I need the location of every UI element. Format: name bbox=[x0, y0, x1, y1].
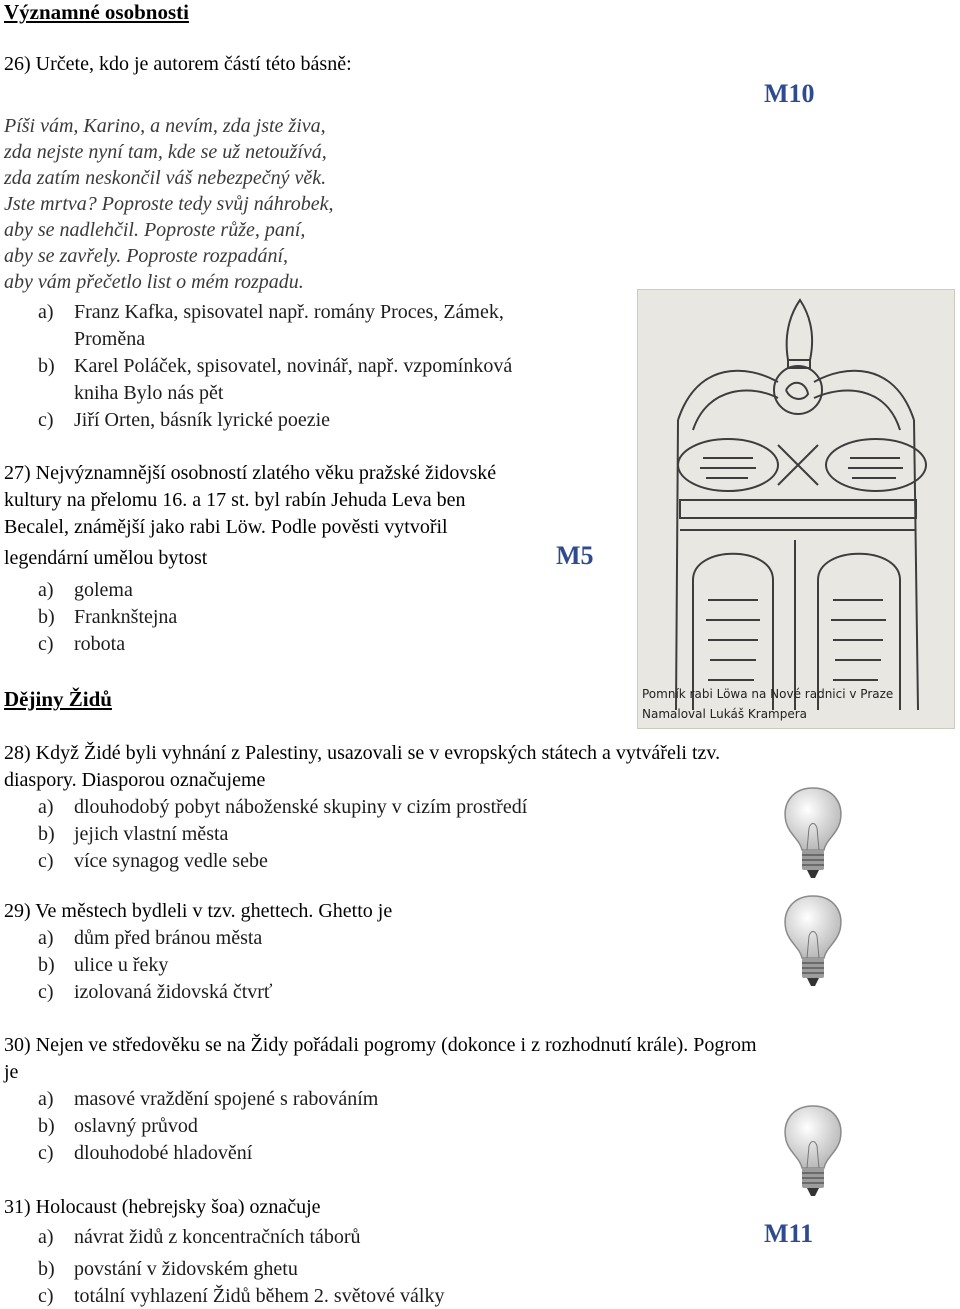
option-letter: b) bbox=[38, 606, 55, 628]
poem-line: Píši vám, Karino, a nevím, zda jste živa, bbox=[4, 115, 326, 137]
question-31-line: 31) Holocaust (hebrejsky šoa) označuje bbox=[4, 1196, 321, 1218]
option-text: totální vyhlazení Židů během 2. světové války bbox=[74, 1285, 445, 1307]
question-27-line: Becalel, známější jako rabi Löw. Podle pověsti vytvořil bbox=[4, 516, 448, 538]
q29-option-c bbox=[38, 980, 272, 1004]
light-bulb-icon bbox=[778, 892, 848, 992]
option-letter: a) bbox=[38, 796, 54, 818]
question-26: 26) Určete, kdo je autorem částí této básně: bbox=[4, 53, 352, 75]
option-text: Franknštejna bbox=[74, 606, 178, 628]
question-27-line: 27) Nejvýznamnější osobností zlatého věku pražské židovské bbox=[4, 462, 497, 484]
option-letter: a) bbox=[38, 579, 54, 601]
poem-line: Jste mrtva? Poproste tedy svůj náhrobek, bbox=[4, 193, 334, 215]
question-30-line: je bbox=[4, 1061, 19, 1083]
option-letter: a) bbox=[38, 927, 54, 949]
question-28-line: diaspory. Diasporou označujeme bbox=[4, 769, 266, 791]
q26-option-a-cont: Proměna bbox=[74, 328, 146, 350]
option-letter: b) bbox=[38, 823, 55, 845]
q30-option-a bbox=[38, 1087, 378, 1111]
monument-drawing bbox=[637, 289, 955, 729]
poem-line: zda nejste nyní tam, kde se už netoužívá, bbox=[4, 141, 327, 163]
q31-option-c bbox=[38, 1284, 444, 1308]
option-letter: c) bbox=[38, 409, 54, 431]
q28-option-b bbox=[38, 822, 228, 846]
q30-option-b bbox=[38, 1114, 198, 1138]
poem-line: aby vám přečetlo list o mém rozpadu. bbox=[4, 271, 304, 293]
option-letter: c) bbox=[38, 1142, 54, 1164]
option-letter: b) bbox=[38, 1258, 55, 1280]
question-29-line: 29) Ve městech bydleli v tzv. ghettech. Ghetto je bbox=[4, 900, 393, 922]
option-text: Franz Kafka, spisovatel např. romány Proces, Zámek, bbox=[74, 301, 504, 323]
question-27-line: legendární umělou bytost bbox=[4, 547, 208, 569]
option-text: dlouhodobý pobyt náboženské skupiny v cizím prostředí bbox=[74, 796, 528, 818]
option-text: dům před bránou města bbox=[74, 927, 263, 949]
q29-option-a bbox=[38, 926, 262, 950]
monument-sketch-icon bbox=[638, 290, 954, 728]
question-28-line: 28) Když Židé byli vyhnání z Palestiny, usazovali se v evropských státech a vytvářeli tzv. bbox=[4, 742, 721, 764]
option-text: dlouhodobé hladovění bbox=[74, 1142, 253, 1164]
option-text: Karel Poláček, spisovatel, novinář, např. vzpomínková bbox=[74, 355, 513, 377]
option-text: oslavný průvod bbox=[74, 1115, 198, 1137]
option-text: golema bbox=[74, 579, 133, 601]
option-text: více synagog vedle sebe bbox=[74, 850, 268, 872]
q31-option-b bbox=[38, 1257, 298, 1281]
option-text: jejich vlastní města bbox=[74, 823, 229, 845]
option-letter: b) bbox=[38, 1115, 55, 1137]
drawing-caption-2: Namaloval Lukáš Krampera bbox=[642, 707, 808, 721]
marker-m5: M5 bbox=[556, 541, 594, 570]
option-text: izolovaná židovská čtvrť bbox=[74, 981, 273, 1003]
option-letter: c) bbox=[38, 1285, 54, 1307]
section-heading-osobnosti: Významné osobnosti bbox=[4, 0, 189, 24]
option-text: povstání v židovském ghetu bbox=[74, 1258, 298, 1280]
q26-option-a bbox=[38, 300, 504, 324]
poem-line: zda zatím neskončil váš nebezpečný věk. bbox=[4, 167, 327, 189]
q31-option-a bbox=[38, 1225, 361, 1249]
option-letter: a) bbox=[38, 1226, 54, 1248]
q30-option-c bbox=[38, 1141, 252, 1165]
q26-option-b bbox=[38, 354, 512, 378]
option-text: Jiří Orten, básník lyrické poezie bbox=[74, 409, 331, 431]
option-letter: b) bbox=[38, 355, 55, 377]
poem-line: aby se zavřely. Poproste rozpadání, bbox=[4, 245, 289, 267]
section-heading-dejiny: Dějiny Židů bbox=[4, 687, 112, 711]
drawing-caption-1: Pomník rabi Löwa na Nové radnici v Praze bbox=[642, 687, 894, 701]
option-letter: c) bbox=[38, 633, 54, 655]
option-letter: c) bbox=[38, 850, 54, 872]
q26-option-c bbox=[38, 408, 330, 432]
option-text: masové vraždění spojené s rabováním bbox=[74, 1088, 379, 1110]
q28-option-c bbox=[38, 849, 268, 873]
option-text: návrat židů z koncentračních táborů bbox=[74, 1226, 361, 1248]
q26-option-b-cont: kniha Bylo nás pět bbox=[74, 382, 224, 404]
option-text: robota bbox=[74, 633, 126, 655]
marker-m10: M10 bbox=[764, 79, 815, 108]
option-text: ulice u řeky bbox=[74, 954, 169, 976]
option-letter: a) bbox=[38, 301, 54, 323]
q27-option-a bbox=[38, 578, 133, 602]
light-bulb-icon bbox=[778, 784, 848, 884]
option-letter: c) bbox=[38, 981, 54, 1003]
q29-option-b bbox=[38, 953, 168, 977]
poem-line: aby se nadlehčil. Poproste růže, paní, bbox=[4, 219, 306, 241]
q27-option-c bbox=[38, 632, 125, 656]
question-27-line: kultury na přelomu 16. a 17 st. byl rabín Jehuda Leva ben bbox=[4, 489, 466, 511]
q27-option-b bbox=[38, 605, 177, 629]
marker-m11: M11 bbox=[764, 1219, 814, 1248]
question-30-line: 30) Nejen ve středověku se na Židy pořádali pogromy (dokonce i z rozhodnutí krále). Pogrom bbox=[4, 1034, 757, 1056]
option-letter: a) bbox=[38, 1088, 54, 1110]
option-letter: b) bbox=[38, 954, 55, 976]
light-bulb-icon bbox=[778, 1102, 848, 1202]
q28-option-a bbox=[38, 795, 527, 819]
